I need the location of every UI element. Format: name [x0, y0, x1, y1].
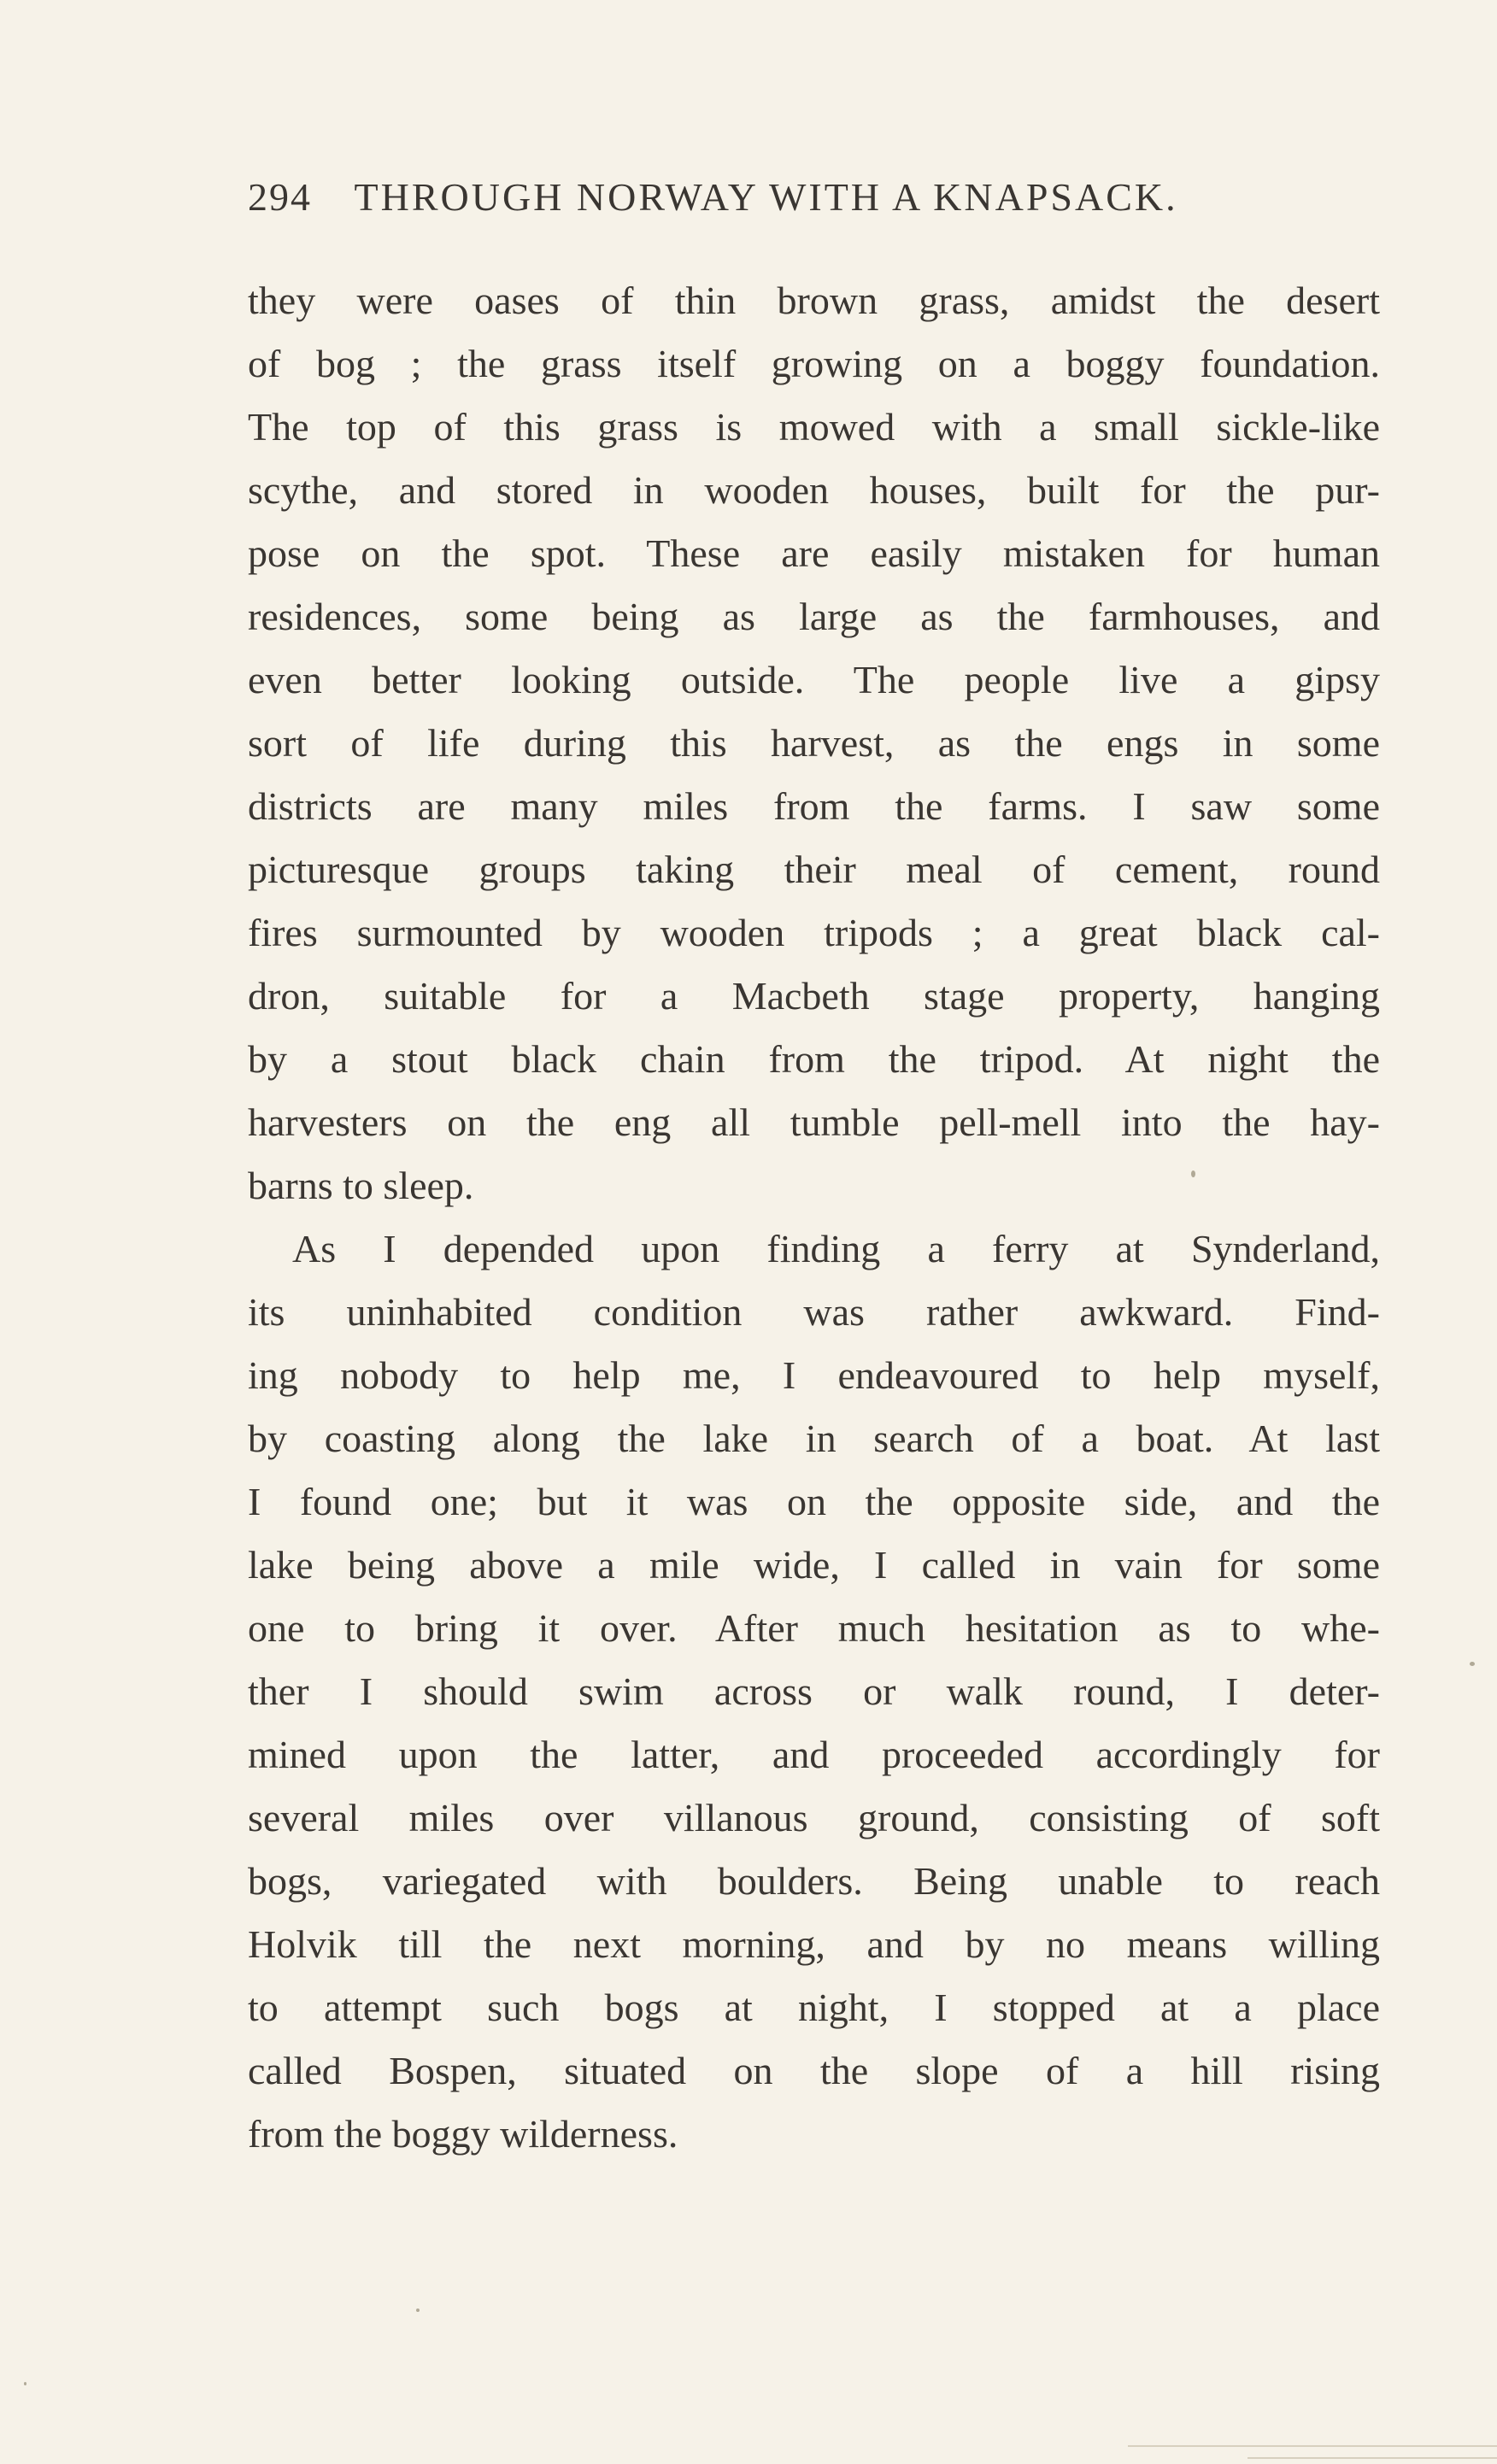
- text-line: ther I should swim across or walk round, I deter-: [248, 1669, 1380, 1713]
- paper-speck: [24, 2382, 26, 2385]
- text-line: barns to sleep.: [248, 1164, 474, 1207]
- text-line: harvesters on the eng all tumble pell-mell into the hay-: [248, 1100, 1380, 1144]
- paper-speck: [1191, 1170, 1195, 1177]
- text-line: Holvik till the next morning, and by no means willing: [248, 1922, 1380, 1966]
- text-line: districts are many miles from the farms. I saw some: [248, 784, 1380, 828]
- text-line: mined upon the latter, and proceeded accordingly for: [248, 1733, 1380, 1776]
- text-line: As I depended upon finding a ferry at Synderland,: [292, 1227, 1380, 1270]
- text-line: to attempt such bogs at night, I stopped at a place: [248, 1986, 1380, 2029]
- text-line: they were oases of thin brown grass, amidst the desert: [248, 279, 1380, 322]
- text-line: sort of life during this harvest, as the engs in some: [248, 721, 1380, 765]
- text-line: residences, some being as large as the farmhouses, and: [248, 595, 1380, 638]
- page-edge-line: [1128, 2445, 1497, 2447]
- text-line: one to bring it over. After much hesitation as to whe-: [248, 1606, 1380, 1650]
- text-line: even better looking outside. The people live a gipsy: [248, 658, 1380, 701]
- text-line: by coasting along the lake in search of a boat. At last: [248, 1417, 1380, 1460]
- text-line: of bog ; the grass itself growing on a boggy foundation.: [248, 342, 1380, 385]
- text-line: I found one; but it was on the opposite side, and the: [248, 1480, 1380, 1523]
- text-line: lake being above a mile wide, I called in vain for some: [248, 1543, 1380, 1587]
- page-edge-line: [1248, 2457, 1497, 2459]
- text-line: its uninhabited condition was rather awkward. Find-: [248, 1290, 1380, 1334]
- page-header: [248, 174, 1384, 226]
- text-line: several miles over villanous ground, consisting of soft: [248, 1796, 1380, 1839]
- paper-speck: [416, 2309, 420, 2312]
- text-line: scythe, and stored in wooden houses, built for the pur-: [248, 468, 1380, 512]
- text-line: ing nobody to help me, I endeavoured to help myself,: [248, 1353, 1380, 1397]
- text-line: picturesque groups taking their meal of cement, round: [248, 848, 1380, 891]
- running-title: THROUGH NORWAY WITH A KNAPSACK.: [354, 175, 1178, 219]
- text-line: pose on the spot. These are easily mistaken for human: [248, 531, 1380, 575]
- paper-speck: [1470, 1662, 1475, 1666]
- text-line: bogs, variegated with boulders. Being unable to reach: [248, 1859, 1380, 1903]
- text-line: dron, suitable for a Macbeth stage property, hanging: [248, 974, 1380, 1018]
- body-text: [248, 269, 1380, 2166]
- page-number: 294: [248, 175, 312, 219]
- text-line: The top of this grass is mowed with a small sickle-like: [248, 405, 1380, 449]
- text-line: fires surmounted by wooden tripods ; a great black cal-: [248, 911, 1380, 954]
- text-line: called Bospen, situated on the slope of a hill rising: [248, 2049, 1380, 2092]
- text-line: by a stout black chain from the tripod. At night the: [248, 1037, 1380, 1081]
- text-line: from the boggy wilderness.: [248, 2112, 678, 2156]
